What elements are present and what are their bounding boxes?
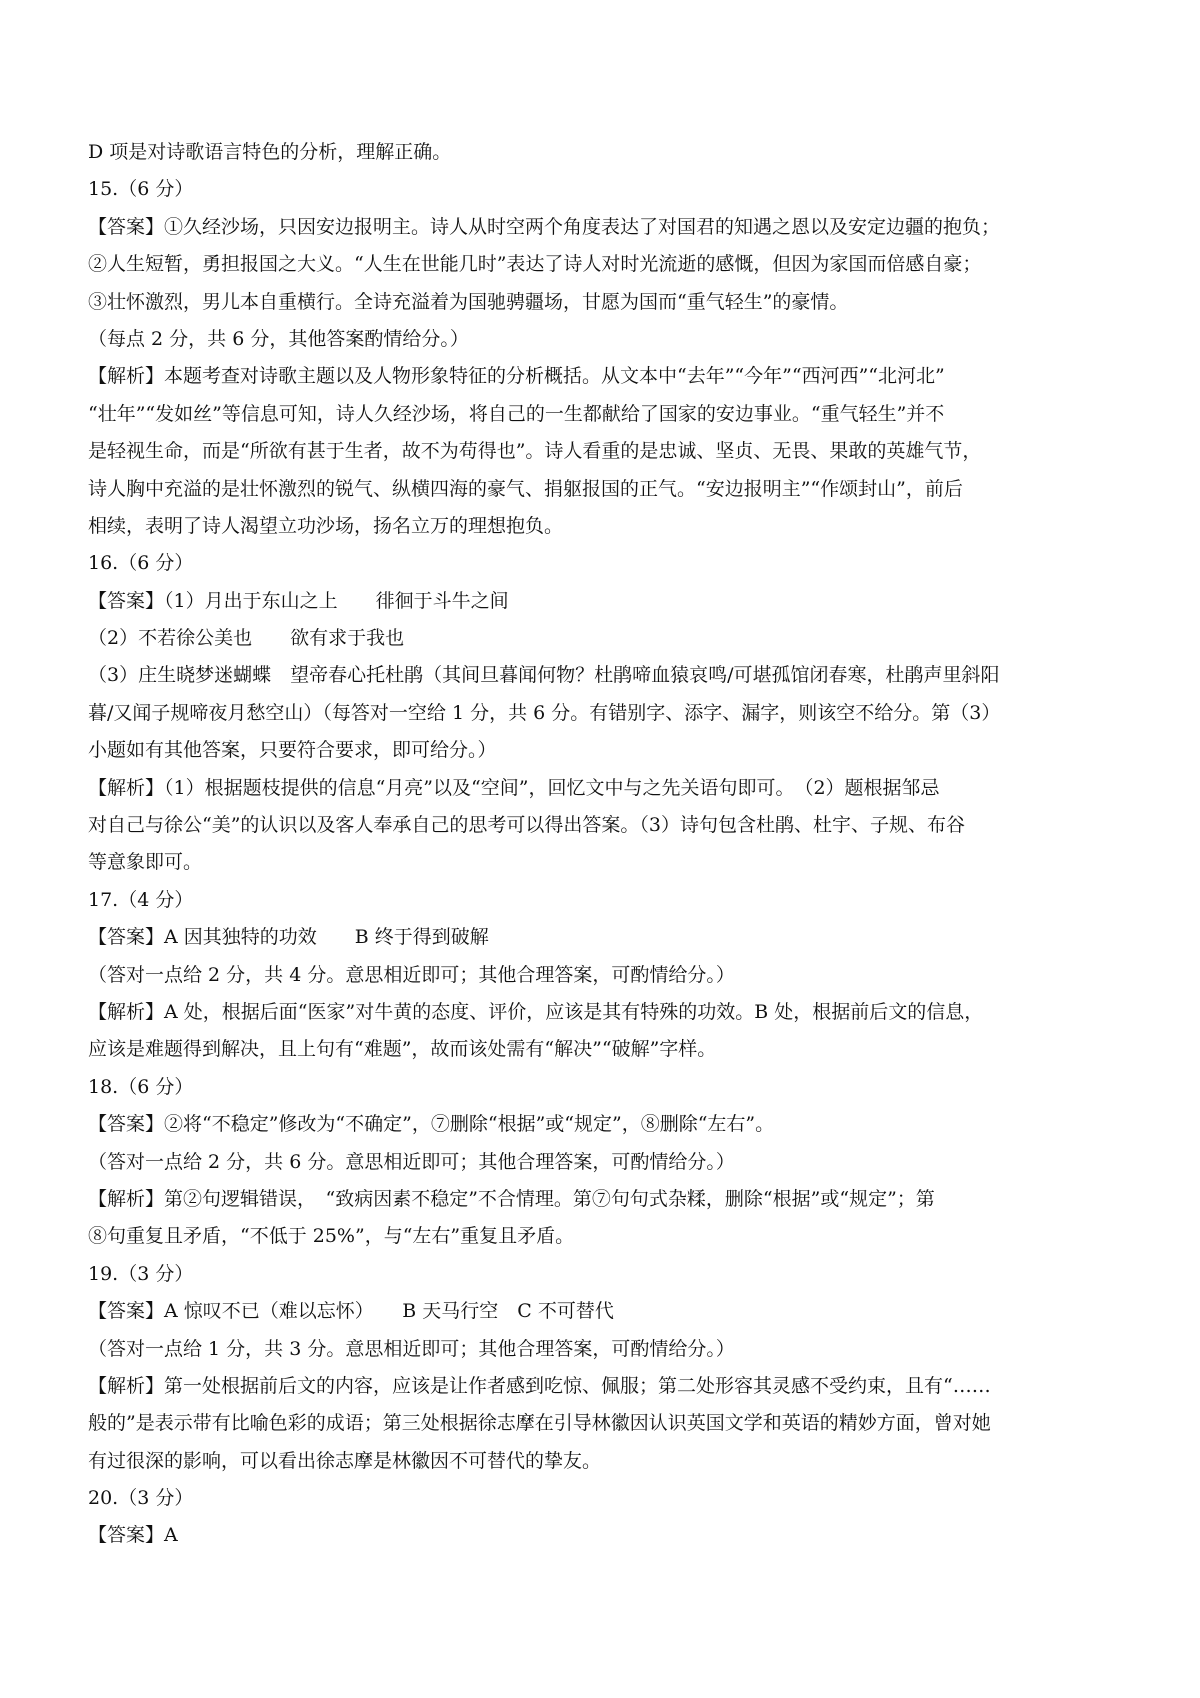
text-line: 是轻视生命，而是“所欲有甚于生者，故不为苟得也”。诗人看重的是忠诚、坚贞、无畏、果敢的英雄气节， (88, 440, 982, 463)
answer-line: 【答案】②将“不稳定”修改为“不确定”，⑦删除“根据”或“规定”，⑧删除“左右”。 (88, 1113, 775, 1136)
text-line: 等意象即可。 (88, 851, 203, 874)
answer-line: 【答案】A 惊叹不已（难以忘怀） B 天马行空 C 不可替代 (88, 1300, 614, 1323)
text-line: 对自己与徐公“美”的认识以及客人奉承自己的思考可以得出答案。（3）诗句包含杜鹃、杜宇、子规、布谷 (88, 814, 966, 837)
question-number: 19.（3 分） (88, 1262, 194, 1285)
text-line: 相续，表明了诗人渴望立功沙场，扬名立万的理想抱负。 (88, 514, 564, 537)
answer-line: 【答案】①久经沙场，只因安边报明主。诗人从时空两个角度表达了对国君的知遇之恩以及安定边疆的抱负； (88, 215, 1001, 238)
text-line: ⑧句重复且矛盾，“不低于 25%”，与“左右”重复且矛盾。 (88, 1225, 575, 1248)
analysis-line: 【解析】（1）根据题枝提供的信息“月亮”以及“空间”，回忆文中与之先关语句即可。 （2）题根据邹忌 (88, 776, 940, 799)
analysis-line: 【解析】第一处根据前后文的内容，应该是让作者感到吃惊、佩服；第二处形容其灵感不受约束，且有“…… (88, 1374, 991, 1397)
analysis-line: 【解析】A 处，根据后面“医家”对牛黄的态度、评价，应该是其有特殊的功效。B 处，根据前后文的信息， (88, 1000, 984, 1023)
question-number: 15.（6 分） (88, 178, 194, 201)
text-line: 诗人胸中充溢的是壮怀激烈的锐气、纵横四海的豪气、捐躯报国的正气。“安边报明主”“作颂封山”，前后 (88, 477, 963, 500)
question-number: 16.（6 分） (88, 552, 194, 575)
text-line: D 项是对诗歌语言特色的分析，理解正确。 (88, 141, 452, 163)
question-number: 20.（3 分） (88, 1487, 194, 1510)
scoring-note: （答对一点给 2 分，共 6 分。意思相近即可；其他合理答案，可酌情给分。） (88, 1150, 735, 1173)
scoring-note: （答对一点给 2 分，共 4 分。意思相近即可；其他合理答案，可酌情给分。） (88, 963, 735, 986)
answer-line: 【答案】A 因其独特的功效 B 终于得到破解 (88, 926, 489, 949)
answer-line: 【答案】（1）月出于东山之上 徘徊于斗牛之间 (88, 589, 509, 612)
text-line: 暮/又闻子规啼夜月愁空山）（每答对一空给 1 分，共 6 分。有错别字、添字、漏字，则该空不给分。第（3） (88, 701, 1001, 724)
question-number: 18.（6 分） (88, 1075, 194, 1098)
analysis-line: 【解析】本题考查对诗歌主题以及人物形象特征的分析概括。从文本中“去年”“今年”“西河西”“北河北” (88, 365, 945, 388)
text-line: （3）庄生晓梦迷蝴蝶 望帝春心托杜鹃（其间旦暮闻何物？杜鹃啼血猿哀鸣/可堪孤馆闭春寒，杜鹃声里斜阳 (88, 664, 1000, 687)
text-line: 应该是难题得到解决，且上句有“难题”，故而该处需有“解决”“破解”字样。 (88, 1038, 717, 1061)
text-line: 小题如有其他答案，只要符合要求，即可给分。） (88, 739, 497, 762)
text-line: “壮年”“发如丝”等信息可知，诗人久经沙场，将自己的一生都献给了国家的安边事业。“重气轻生”并不 (88, 402, 945, 425)
answer-line: 【答案】A (88, 1524, 178, 1547)
text-line: ②人生短暂，勇担报国之大义。“人生在世能几时”表达了诗人对时光流逝的感慨，但因为家国而倍感自豪； (88, 253, 982, 276)
scoring-note: （每点 2 分，共 6 分，其他答案酌情给分。） (88, 327, 469, 350)
answer-key-page (88, 134, 1118, 1555)
analysis-line: 【解析】第②句逻辑错误， “致病因素不稳定”不合情理。第⑦句句式杂糅，删除“根据”或“规定”；第 (88, 1187, 935, 1210)
text-line: 有过很深的影响，可以看出徐志摩是林徽因不可替代的挚友。 (88, 1449, 602, 1472)
text-line: 般的”是表示带有比喻色彩的成语；第三处根据徐志摩在引导林徽因认识英国文学和英语的精妙方面，曾对她 (88, 1412, 991, 1435)
text-line: ③壮怀激烈，男儿本自重横行。全诗充溢着为国驰骋疆场，甘愿为国而“重气轻生”的豪情。 (88, 290, 849, 313)
question-number: 17.（4 分） (88, 888, 194, 911)
scoring-note: （答对一点给 1 分，共 3 分。意思相近即可；其他合理答案，可酌情给分。） (88, 1337, 735, 1360)
text-line: （2）不若徐公美也 欲有求于我也 (88, 627, 405, 650)
